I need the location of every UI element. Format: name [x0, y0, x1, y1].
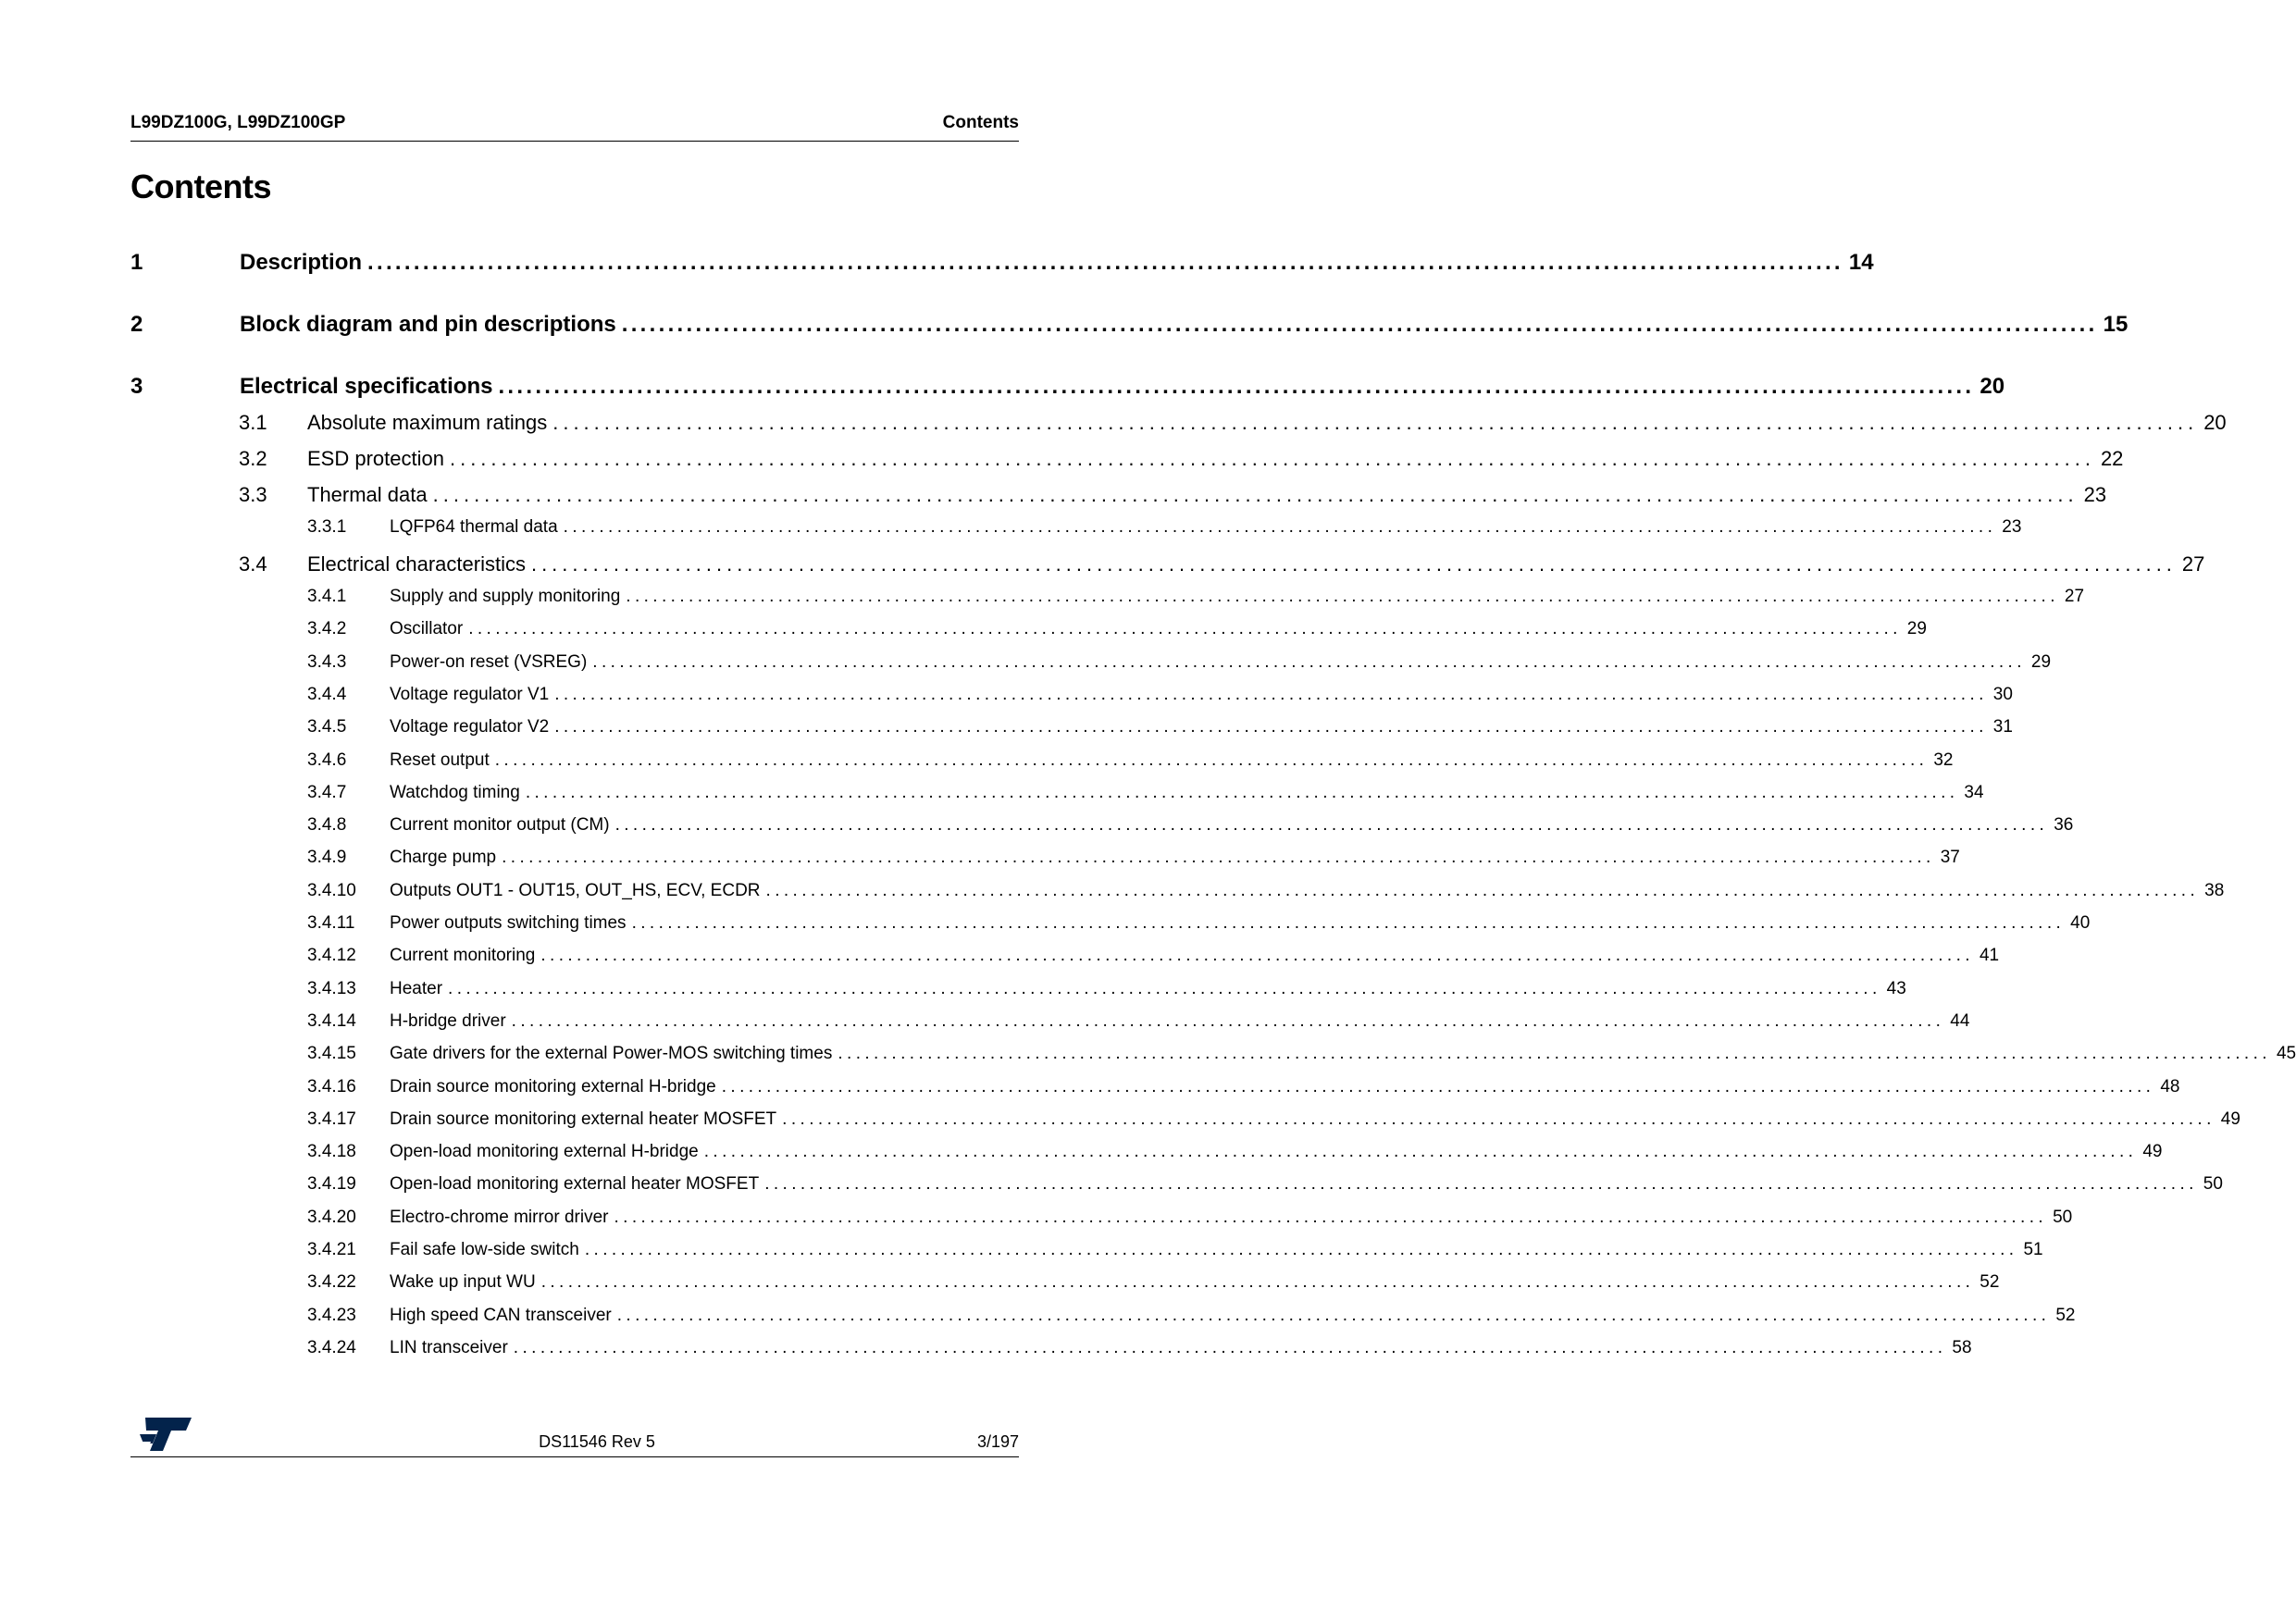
toc-entry[interactable]: [307, 880, 2225, 901]
toc-dot-leader: ................................................................................................................................................................: [765, 880, 2200, 900]
toc-entry-number: 3.4.13: [307, 978, 356, 998]
toc-dot-leader: ................................................................................................................................................................: [782, 1109, 2215, 1129]
toc-entry-title: Absolute maximum ratings: [307, 411, 548, 434]
toc-entry[interactable]: [307, 717, 2013, 737]
toc-entry-page: 15: [2103, 312, 2128, 337]
toc-entry-title: LQFP64 thermal data: [390, 517, 558, 537]
toc-entry-page: 20: [1980, 374, 2005, 399]
toc-entry[interactable]: [307, 978, 1906, 999]
toc-entry[interactable]: [130, 374, 2005, 400]
toc-entry-number: 3.4.24: [307, 1337, 356, 1357]
toc-entry-page: 58: [1952, 1337, 1972, 1357]
toc-entry-number: 3.4.5: [307, 717, 347, 737]
toc-entry-number: 3.4.21: [307, 1240, 356, 1259]
toc-entry-title: Reset output: [390, 750, 490, 770]
toc-entry-number: 3.4.10: [307, 880, 356, 900]
toc-entry-number: 3.4.17: [307, 1109, 356, 1129]
toc-entry[interactable]: [307, 1337, 1972, 1358]
toc-entry-number: 3.1: [239, 411, 267, 434]
toc-entry-title: Voltage regulator V1: [390, 684, 550, 704]
toc-entry-title: Open-load monitoring external heater MOSFET: [390, 1174, 760, 1195]
toc-entry-page: 50: [2053, 1207, 2073, 1227]
toc-dot-leader: ................................................................................................................................................................: [494, 750, 1929, 770]
toc-dot-leader: ................................................................................................................................................................: [764, 1174, 2198, 1195]
toc-entry[interactable]: [130, 312, 2128, 338]
toc-entry-title: Oscillator: [390, 619, 464, 639]
st-logo-icon: [138, 1418, 192, 1451]
toc-dot-leader: ................................................................................................................................................................: [552, 411, 2199, 434]
toc-entry-title: LIN transceiver: [390, 1337, 508, 1357]
toc-entry-page: 32: [1933, 750, 1954, 770]
toc-entry-title: Drain source monitoring external H-bridge: [390, 1076, 716, 1096]
toc-entry-number: 3.2: [239, 447, 267, 470]
toc-entry[interactable]: [239, 552, 2205, 576]
toc-entry-page: 51: [2023, 1240, 2043, 1259]
toc-entry-title: Charge pump: [390, 848, 497, 868]
toc-entry-page: 50: [2203, 1174, 2223, 1195]
toc-entry[interactable]: [307, 848, 1960, 868]
toc-dot-leader: ................................................................................................................................................................: [703, 1142, 2138, 1162]
toc-entry[interactable]: [239, 483, 2107, 507]
toc-entry-title: Electro-chrome mirror driver: [390, 1207, 609, 1227]
toc-entry-number: 2: [130, 312, 143, 337]
toc-entry-number: 3.3.1: [307, 517, 347, 537]
toc-entry-title: Electrical specifications: [240, 374, 493, 399]
toc-dot-leader: ................................................................................................................................................................: [631, 913, 2066, 933]
toc-dot-leader: ................................................................................................................................................................: [513, 1337, 1947, 1357]
toc-dot-leader: ................................................................................................................................................................: [614, 1207, 2048, 1227]
toc-dot-leader: ................................................................................................................................................................: [614, 815, 2049, 836]
toc-entry-number: 3.4.16: [307, 1076, 356, 1096]
toc-entry-page: 41: [1979, 946, 2000, 966]
toc-entry[interactable]: [307, 1174, 2223, 1195]
running-header-doc-id: L99DZ100G, L99DZ100GP: [130, 113, 346, 132]
toc-entry-title: Outputs OUT1 - OUT15, OUT_HS, ECV, ECDR: [390, 880, 761, 900]
toc-dot-leader: ................................................................................................................................................................: [525, 782, 1959, 802]
toc-entry-page: 14: [1848, 250, 1874, 275]
toc-entry-title: Power outputs switching times: [390, 913, 627, 933]
toc-entry-title: Current monitor output (CM): [390, 815, 610, 836]
toc-entry-title: Heater: [390, 978, 443, 998]
toc-entry-page: 49: [2142, 1142, 2163, 1162]
footer-doc-rev: DS11546 Rev 5: [539, 1432, 655, 1451]
toc-entry-page: 45: [2276, 1044, 2296, 1064]
toc-entry-number: 3.3: [239, 483, 267, 506]
toc-entry-number: 3.4.19: [307, 1174, 356, 1195]
page-title: Contents: [130, 167, 271, 205]
toc-entry-page: 31: [1992, 717, 2013, 737]
toc-dot-leader: ................................................................................................................................................................: [554, 684, 1988, 704]
toc-entry-page: 40: [2070, 913, 2091, 933]
toc-entry-page: 52: [2055, 1305, 2076, 1325]
toc-entry-number: 3.4.23: [307, 1305, 356, 1325]
toc-entry-page: 49: [2220, 1109, 2240, 1129]
toc-entry[interactable]: [307, 1272, 2000, 1293]
toc-entry-page: 36: [2054, 815, 2074, 836]
toc-dot-leader: ................................................................................................................................................................: [367, 250, 1843, 275]
toc-entry-number: 3.4.11: [307, 913, 355, 933]
toc-entry[interactable]: [307, 815, 2074, 836]
toc-dot-leader: ................................................................................................................................................................: [540, 946, 1974, 966]
toc-dot-leader: ................................................................................................................................................................: [721, 1076, 2155, 1096]
toc-entry-number: 3.4.9: [307, 848, 347, 868]
toc-dot-leader: ................................................................................................................................................................: [502, 848, 1935, 868]
footer-rule: [130, 1456, 1019, 1457]
toc-entry-page: 48: [2160, 1076, 2180, 1096]
toc-entry[interactable]: [307, 946, 2000, 966]
toc-entry-title: Drain source monitoring external heater MOSFET: [390, 1109, 777, 1129]
toc-entry-number: 3.4.3: [307, 651, 347, 672]
toc-entry[interactable]: [307, 619, 1927, 639]
toc-entry-number: 3.4.15: [307, 1044, 356, 1064]
toc-entry[interactable]: [307, 1010, 1970, 1032]
toc-entry-title: Voltage regulator V2: [390, 717, 550, 737]
toc-entry[interactable]: [307, 587, 2085, 607]
toc-entry-title: Watchdog timing: [390, 782, 520, 802]
toc-entry[interactable]: [130, 250, 1874, 276]
toc-entry[interactable]: [307, 1207, 2073, 1228]
toc-entry-number: 3.4.18: [307, 1142, 356, 1162]
toc-entry-page: 44: [1950, 1010, 1970, 1031]
toc-entry[interactable]: [239, 447, 2124, 471]
toc-entry[interactable]: [239, 411, 2227, 435]
toc-dot-leader: ................................................................................................................................................................: [511, 1010, 1945, 1031]
toc-entry-title: Power-on reset (VSREG): [390, 651, 588, 672]
toc-entry-title: Gate drivers for the external Power-MOS switching times: [390, 1044, 833, 1064]
toc-entry-page: 43: [1886, 978, 1906, 998]
toc-entry[interactable]: [307, 517, 2022, 538]
toc-entry-title: Open-load monitoring external H-bridge: [390, 1142, 699, 1162]
toc-dot-leader: ................................................................................................................................................................: [448, 978, 1881, 998]
toc-entry-page: 23: [2083, 483, 2107, 506]
toc-dot-leader: ................................................................................................................................................................: [530, 552, 2177, 576]
running-header-section: Contents: [942, 113, 1019, 132]
toc-entry-page: 52: [1980, 1272, 2000, 1293]
toc-entry-page: 27: [2064, 587, 2085, 606]
toc-dot-leader: ................................................................................................................................................................: [432, 483, 2079, 506]
toc-entry-title: Current monitoring: [390, 946, 536, 966]
toc-entry-page: 29: [2030, 651, 2052, 672]
toc-entry[interactable]: [307, 651, 2052, 673]
header-rule: [130, 141, 1019, 142]
toc-entry-page: 30: [1992, 684, 2013, 704]
toc-entry-title: Electrical characteristics: [307, 552, 526, 576]
toc-entry[interactable]: [307, 1109, 2240, 1130]
toc-entry-number: 3.4.6: [307, 750, 347, 770]
toc-entry-title: Block diagram and pin descriptions: [240, 312, 616, 337]
toc-entry[interactable]: [307, 1044, 2296, 1064]
toc-dot-leader: ................................................................................................................................................................: [592, 651, 2026, 672]
toc-entry-number: 3.4.4: [307, 684, 347, 704]
toc-entry[interactable]: [307, 1076, 2180, 1097]
toc-entry-number: 3.4.22: [307, 1272, 356, 1293]
toc-entry-title: ESD protection: [307, 447, 444, 470]
toc-entry-page: 20: [2203, 411, 2227, 434]
toc-dot-leader: ................................................................................................................................................................: [498, 374, 1975, 399]
toc-entry-title: H-bridge driver: [390, 1010, 506, 1031]
toc-entry-page: 37: [1940, 848, 1960, 868]
toc-dot-leader: ................................................................................................................................................................: [554, 717, 1988, 737]
toc-entry[interactable]: [307, 913, 2091, 934]
toc-dot-leader: ................................................................................................................................................................: [540, 1272, 1975, 1293]
toc-entry-title: Fail safe low-side switch: [390, 1240, 579, 1259]
toc-entry-number: 3.4.14: [307, 1010, 356, 1031]
toc-dot-leader: ................................................................................................................................................................: [621, 312, 2098, 337]
toc-entry-number: 3.4.20: [307, 1207, 356, 1227]
toc-entry-page: 29: [1906, 619, 1927, 639]
toc-dot-leader: ................................................................................................................................................................: [449, 447, 2095, 470]
toc-entry-number: 3.4.1: [307, 587, 347, 606]
toc-entry-number: 3.4: [239, 552, 267, 576]
toc-dot-leader: ................................................................................................................................................................: [584, 1240, 2018, 1259]
toc-entry-number: 3.4.7: [307, 782, 347, 802]
toc-entry-page: 23: [2002, 517, 2022, 537]
toc-dot-leader: ................................................................................................................................................................: [468, 619, 1902, 639]
toc-entry-number: 1: [130, 250, 143, 275]
toc-entry-number: 3: [130, 374, 143, 399]
toc-dot-leader: ................................................................................................................................................................: [563, 517, 1997, 537]
footer-page-number: 3/197: [976, 1432, 1019, 1451]
toc-entry-number: 3.4.2: [307, 619, 347, 639]
toc-entry-title: Wake up input WU: [390, 1272, 536, 1293]
toc-entry-title: Supply and supply monitoring: [390, 587, 621, 606]
toc-entry[interactable]: [307, 1305, 2076, 1326]
toc-dot-leader: ................................................................................................................................................................: [838, 1044, 2271, 1064]
toc-entry[interactable]: [307, 782, 1984, 803]
toc-entry-number: 3.4.12: [307, 946, 356, 966]
toc-entry[interactable]: [307, 750, 1954, 771]
toc-entry-title: High speed CAN transceiver: [390, 1305, 612, 1325]
toc-entry-page: 22: [2100, 447, 2124, 470]
toc-entry-page: 34: [1964, 782, 1984, 802]
toc-entry-title: Thermal data: [307, 483, 428, 506]
toc-dot-leader: ................................................................................................................................................................: [626, 587, 2059, 606]
toc-entry[interactable]: [307, 684, 2013, 705]
toc-entry[interactable]: [307, 1142, 2163, 1162]
toc-entry-number: 3.4.8: [307, 815, 347, 836]
toc-entry-title: Description: [240, 250, 363, 275]
toc-dot-leader: ................................................................................................................................................................: [616, 1305, 2051, 1325]
toc-entry-page: 27: [2181, 552, 2205, 576]
toc-entry[interactable]: [307, 1240, 2043, 1260]
toc-entry-page: 38: [2204, 880, 2225, 900]
